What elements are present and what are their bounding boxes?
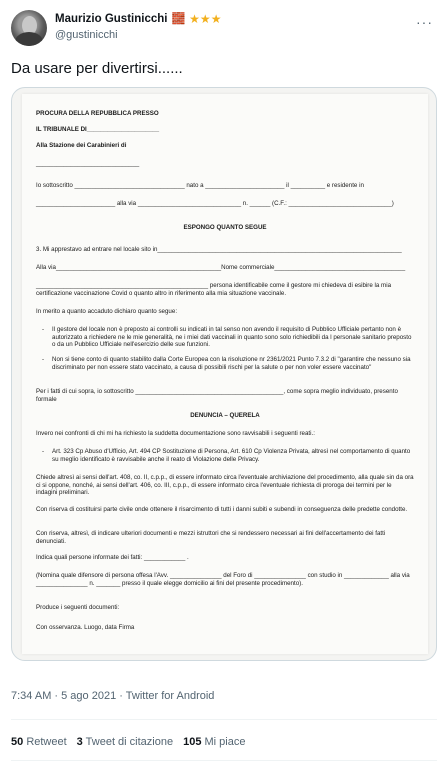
doc-paragraph: Con riserva, altresì, di indicare ulteriori documenti e mezzi istruttori che si rendessero necessari ai fini dell'accertamento dei fatti denunciati. [36,530,386,545]
avatar-body [15,32,43,46]
likes-label: Mi piace [204,736,246,748]
more-options-icon[interactable]: ··· [416,14,433,30]
doc-line: Indica quali persone informate dei fatti: ____________ . [36,554,189,561]
doc-line: Io sottoscritto ________________________________ nato a _______________________ il __________ e residente in [36,182,364,189]
tweet-image[interactable] [11,87,437,661]
divider [11,760,437,761]
retweets-label: Retweet [26,736,67,748]
retweets-count: 50 [11,736,24,748]
doc-line: Con osservanza. Luogo, data Firma [36,624,135,631]
doc-line: ______________________________ [36,160,140,167]
quotes-label: Tweet di citazione [85,736,174,748]
display-name[interactable]: Maurizio Gustinicchi [55,13,168,25]
doc-line: Alla via________________________________________________Nome commerciale______________________________________ [36,264,406,271]
doc-bullet: Art. 323 Cp Abuso d'Ufficio, Art. 494 CP Sostituzione di Persona, Art. 610 Cp Violenza Privata, altresì nel comportamento di quanto su meglio identificato è ravvisabile anche il reato di Violazione delle Privacy. [52,448,411,463]
doc-line: PROCURA DELLA REPUBBLICA PRESSO [36,110,159,117]
doc-line: Alla Stazione dei Carabinieri di [36,142,127,149]
likes-count: 105 [183,736,202,748]
tweet-text: Da usare per divertirsi...... [11,60,183,77]
star-emoji-icon: ★★★ [189,12,222,26]
doc-heading: DENUNCIA – QUERELA [190,412,260,419]
document-page [22,94,428,654]
doc-bullet-mark: - [42,326,45,333]
brick-emoji-icon: 🧱 [171,12,186,25]
doc-heading: ESPONGO QUANTO SEGUE [183,224,267,231]
doc-paragraph: Per i fatti di cui sopra, io sottoscritto ___________________________________________, come sopra meglio individuato, presento formale [36,388,398,403]
divider [11,719,437,720]
avatar[interactable] [11,10,47,46]
doc-paragraph: (Nomina quale difensore di persona offesa l'Avv. _______________ del Foro di _______________ con studio in _____________ alla via _______________ n. _______ presso il quale elegge domicilio ai fini del presente procedimento). [36,572,410,587]
doc-line: Invero nei confronti di chi mi ha richiesto la suddetta documentazione sono ravvisabili i seguenti reati.: [36,430,315,437]
doc-line: IL TRIBUNALE DI_____________________ [36,126,160,133]
doc-line: Produce i seguenti documenti: [36,604,120,611]
tweet-header [11,10,437,46]
tweet-timestamp[interactable]: 7:34 AM · 5 ago 2021 · Twitter for Android [11,690,215,702]
doc-bullet-mark: - [42,356,45,363]
quotes-count: 3 [76,736,83,748]
tweet-stats [11,736,245,748]
user-handle[interactable]: @gustinicchi [55,29,118,41]
doc-bullet-mark: - [42,448,45,455]
retweets-stat[interactable] [11,736,67,748]
doc-bullet: Il gestore del locale non è preposto ai controlli su indicati in tal senso non avendo il requisito di Pubblico Ufficiale pertanto non è autorizzato a richiedere ne le mie generalità, ne i miei dati vaccinali in quanto sono solo richiedibili da l personale sanitario preposto o da un Pubblico Ufficiale nell'esercizio delle sue funzioni. [52,326,412,349]
doc-paragraph: __________________________________________________ persona identificabile come il gestore mi chiedeva di esibire la mia certificazione vaccinazione Covid o quanto altro in riferimento alla mia situazione vaccinale. [36,282,392,297]
name-row [55,12,221,26]
doc-line: _______________________ alla via ______________________________ n. ______ (C.F.: ______________________________) [36,200,394,207]
doc-line: 3. Mi apprestavo ad entrare nel locale sito in_______________________________________________________________________ [36,246,402,253]
doc-bullet: Non si tiene conto di quanto stabilito dalla Corte Europea con la risoluzione nr 2361/2021 Punto 7.3.2 di "garantire che nessuno sia discriminato per non essere stato vaccinato, a causa di possibili rischi per la salute o per non voler essere vaccinato" [52,356,411,371]
quotes-stat[interactable] [77,736,173,748]
doc-paragraph: Chiede altresì ai sensi dell'art. 408, co. II, c.p.p., di essere informato circa l'eventuale archiviazione del procedimento, alla quale sin da ora ci si oppone, nonché, ai sensi dell'art. 406, co. III, c.p.p., di essere informato circa l'eventuale richiesta di proroga dei termini per le indagini preliminari. [36,474,414,497]
doc-line: In merito a quanto accaduto dichiaro quanto segue: [36,308,178,315]
likes-stat[interactable] [183,736,245,748]
doc-paragraph: Con riserva di costituirsi parte civile onde ottenere il risarcimento di tutti i danni subiti e subendi in conseguenza delle predette condotte. [36,506,408,513]
